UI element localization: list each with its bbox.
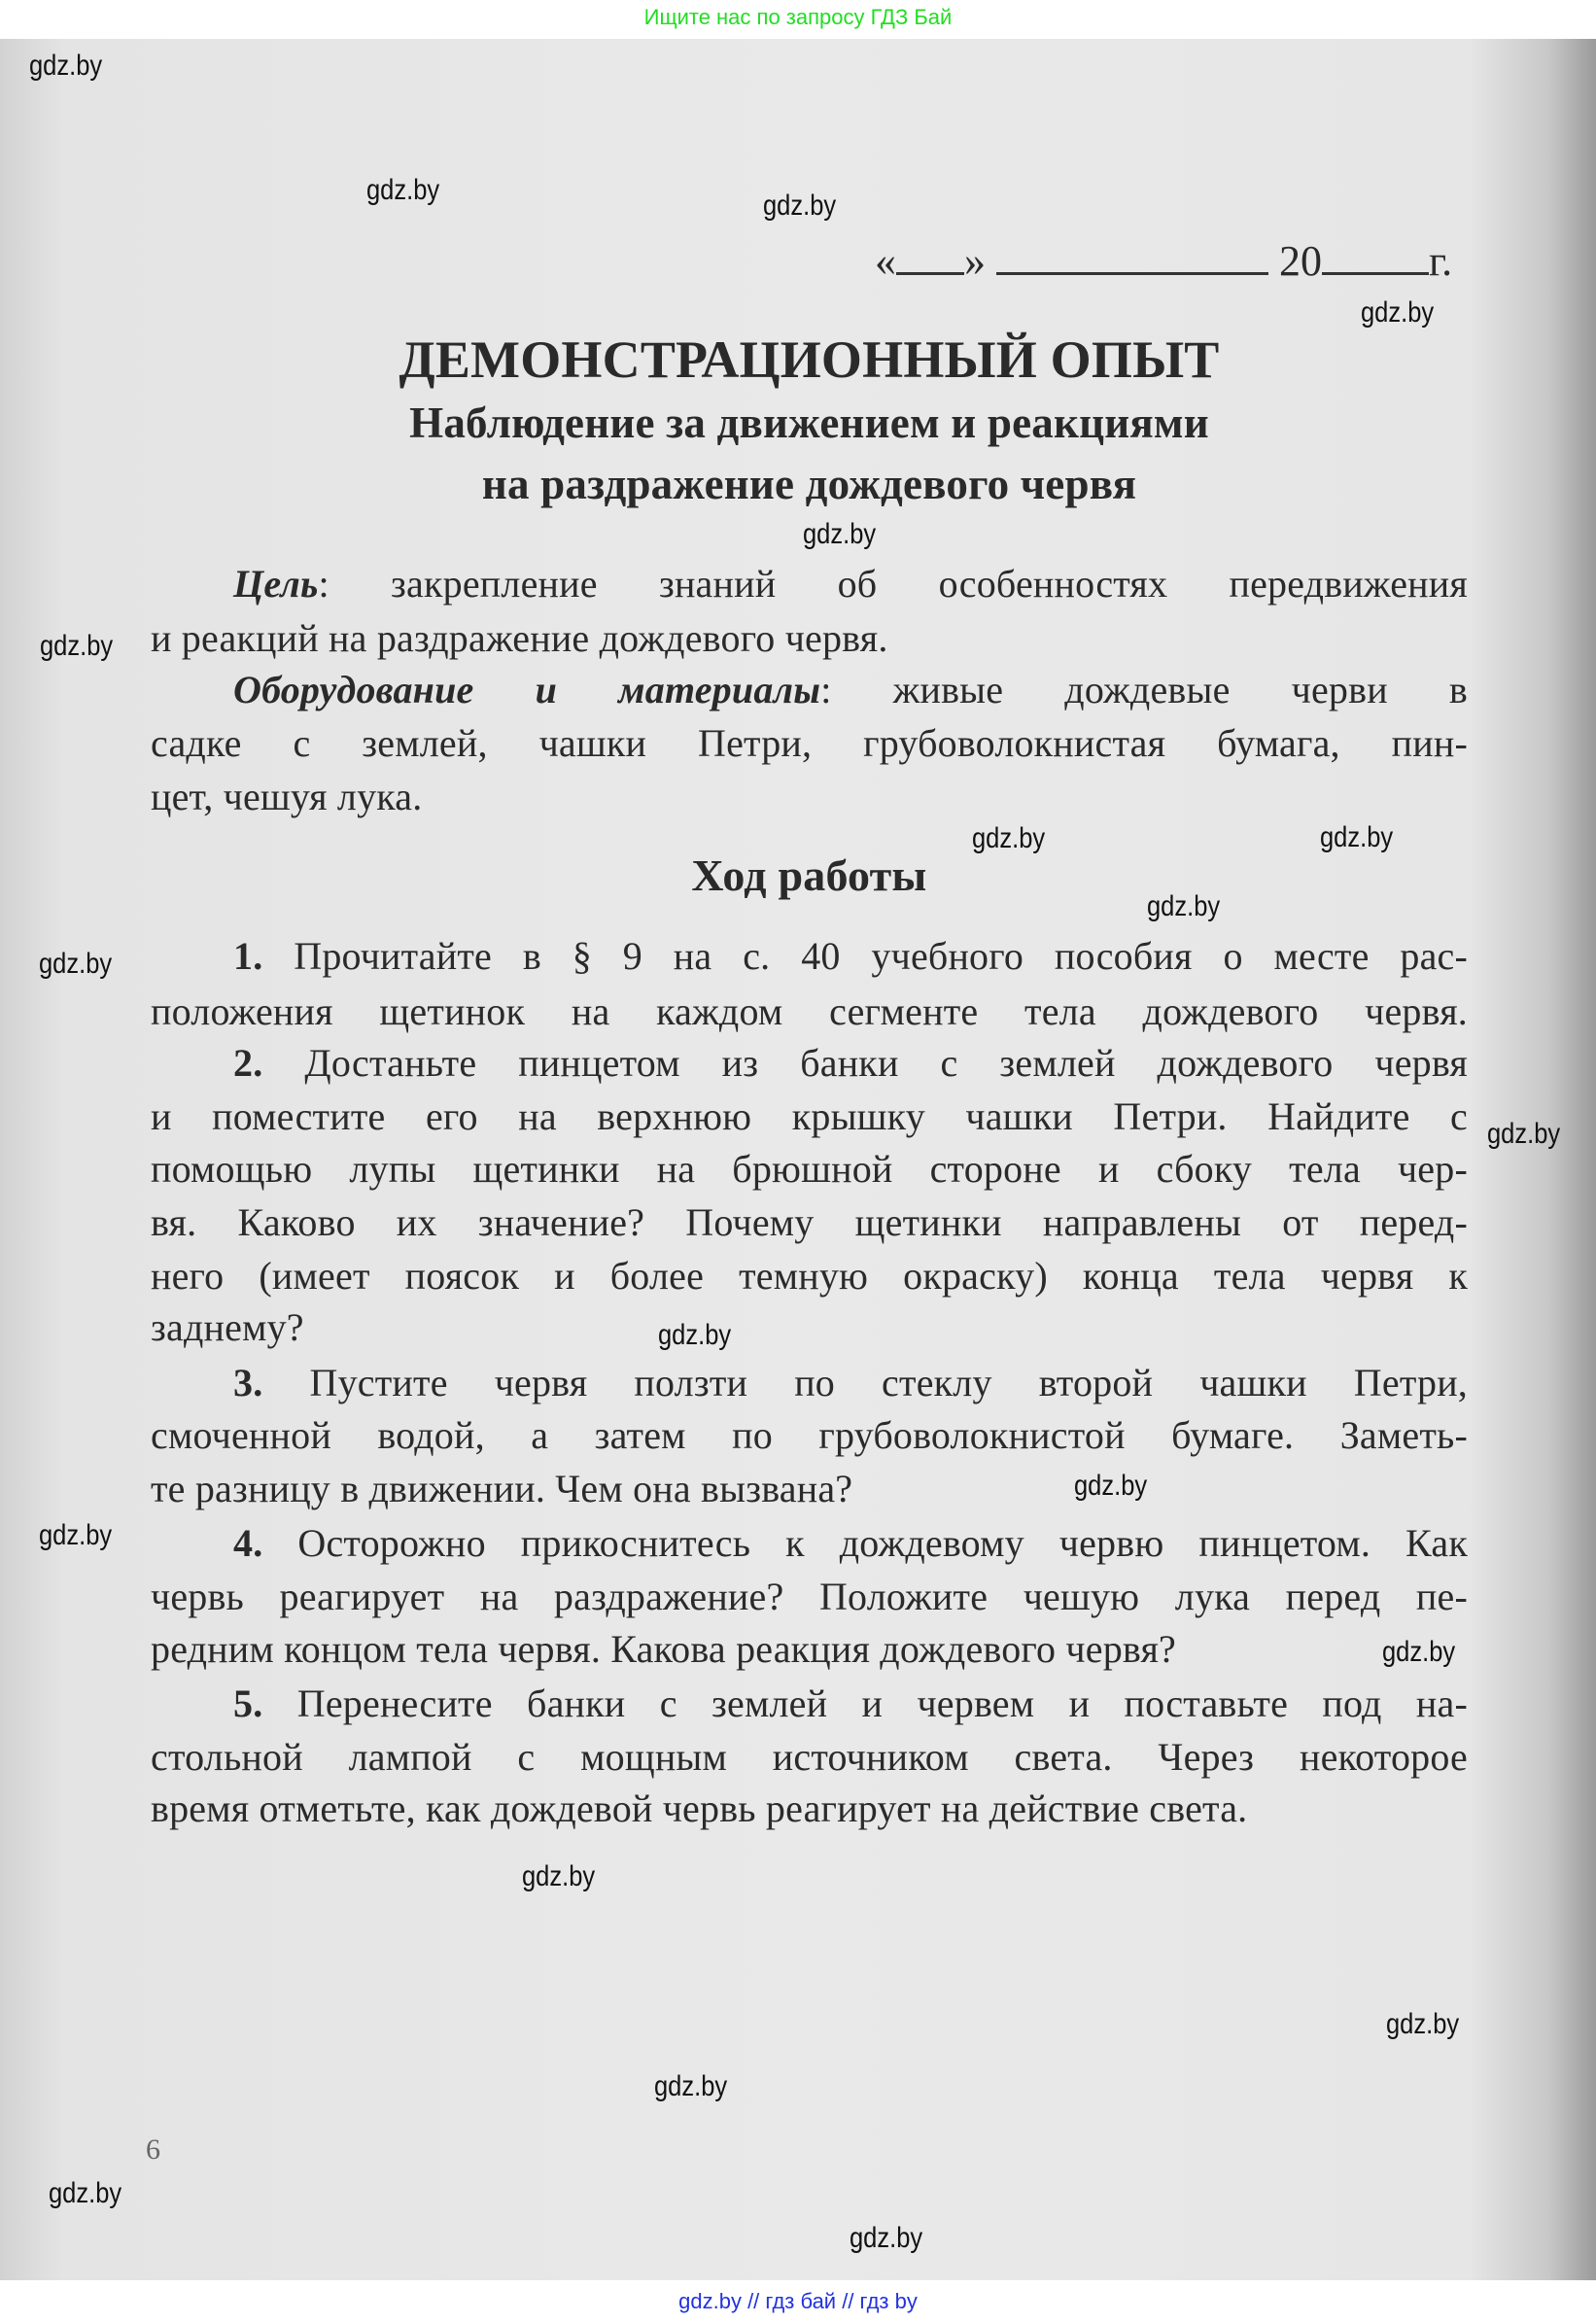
watermark: gdz.by [522, 1860, 596, 1892]
step-line: время отметьте, как дождевой червь реагирует на действие света. [151, 1786, 1248, 1830]
step-line: те разницу в движении. Чем она вызвана? [151, 1467, 853, 1510]
watermark: gdz.by [654, 2070, 728, 2102]
step-text: Прочитайте в § 9 на с. 40 учебного пособия о месте рас- [294, 934, 1468, 978]
step-number: 3. [233, 1361, 263, 1404]
subtitle-line: на раздражение дождевого червя [481, 460, 1137, 508]
watermark: gdz.by [1487, 1118, 1561, 1150]
step-text: Перенесите банки с землей и червем и поставьте под на- [296, 1682, 1468, 1725]
year-blank [1322, 233, 1429, 275]
equipment-line: цет, чешуя лука. [151, 775, 423, 818]
quote-close: » [964, 237, 986, 285]
bottom-banner[interactable]: gdz.by // гдз бай // гдз by [678, 2289, 918, 2313]
step-line: заднему? [151, 1305, 304, 1349]
watermark: gdz.by [1074, 1470, 1148, 1502]
page-title: ДЕМОНСТРАЦИОННЫЙ ОПЫТ [399, 330, 1220, 389]
goal-line [151, 557, 1468, 610]
watermark: gdz.by [40, 630, 114, 662]
watermark: gdz.by [1386, 2008, 1460, 2040]
watermark: gdz.by [850, 2222, 923, 2254]
equipment-text: : живые дождевые черви в [820, 668, 1468, 711]
goal-text: : закрепление знаний об особенностях передвижения [318, 562, 1468, 606]
step-4 [151, 1516, 1468, 1570]
step-line: червь реагирует на раздражение? Положите чешую лука перед пе- [151, 1575, 1468, 1618]
day-blank [896, 233, 964, 275]
watermark: gdz.by [803, 518, 877, 550]
step-line: помощью лупы щетинки на брюшной стороне и сбоку тела чер- [151, 1147, 1468, 1191]
step-line: положения щетинок на каждом сегменте тела дождевого червя. [151, 989, 1468, 1033]
watermark: gdz.by [763, 190, 837, 222]
step-number: 2. [233, 1041, 263, 1085]
step-text: Осторожно прикоснитесь к дождевому червю пинцетом. Как [297, 1521, 1468, 1565]
step-line: стольной лампой с мощным источником света. Через некоторое [151, 1735, 1468, 1779]
year-prefix: 20 [1279, 237, 1322, 285]
watermark: gdz.by [1382, 1636, 1456, 1668]
step-2 [151, 1036, 1468, 1090]
page-number: 6 [146, 2133, 160, 2166]
step-line: вя. Каково их значение? Почему щетинки направлены от перед- [151, 1200, 1468, 1244]
top-banner[interactable]: Ищите нас по запросу ГДЗ Бай [643, 5, 953, 29]
watermark: gdz.by [1147, 890, 1221, 922]
step-line: смоченной водой, а затем по грубоволокнистой бумаге. Заметь- [151, 1413, 1468, 1457]
equipment-line [151, 663, 1468, 716]
watermark: gdz.by [366, 174, 440, 206]
equipment-label: Оборудование и материалы [233, 668, 821, 711]
goal-line: и реакций на раздражение дождевого червя. [151, 616, 888, 660]
step-number: 1. [233, 934, 263, 978]
step-1 [151, 929, 1468, 983]
watermark: gdz.by [39, 1519, 113, 1551]
goal-label: Цель [233, 562, 319, 606]
procedure-title: Ход работы [691, 850, 927, 900]
step-text: Пустите червя ползти по стеклу второй чашки Петри, [309, 1361, 1468, 1404]
year-suffix: г. [1429, 237, 1453, 285]
quote-open: « [875, 237, 896, 285]
watermark: gdz.by [658, 1319, 732, 1351]
watermark: gdz.by [49, 2177, 122, 2209]
step-number: 4. [233, 1521, 263, 1565]
step-number: 5. [233, 1682, 263, 1725]
month-blank [996, 233, 1268, 275]
step-line: редним концом тела червя. Какова реакция дождевого червя? [151, 1627, 1177, 1671]
watermark: gdz.by [1361, 296, 1435, 329]
watermark: gdz.by [1320, 821, 1394, 853]
watermark: gdz.by [39, 948, 113, 980]
watermark: gdz.by [29, 50, 103, 82]
step-5 [151, 1677, 1468, 1730]
step-text: Достаньте пинцетом из банки с землей дождевого червя [304, 1041, 1468, 1085]
watermark: gdz.by [972, 822, 1046, 854]
equipment-line: садке с землей, чашки Петри, грубоволокнистая бумага, пин- [151, 721, 1468, 765]
step-3 [151, 1356, 1468, 1409]
step-line: него (имеет поясок и более темную окраску) конца тела червя к [151, 1254, 1468, 1298]
date-field [875, 233, 1452, 288]
subtitle-line: Наблюдение за движением и реакциями [409, 399, 1209, 447]
step-line: и поместите его на верхнюю крышку чашки Петри. Найдите с [151, 1094, 1468, 1138]
